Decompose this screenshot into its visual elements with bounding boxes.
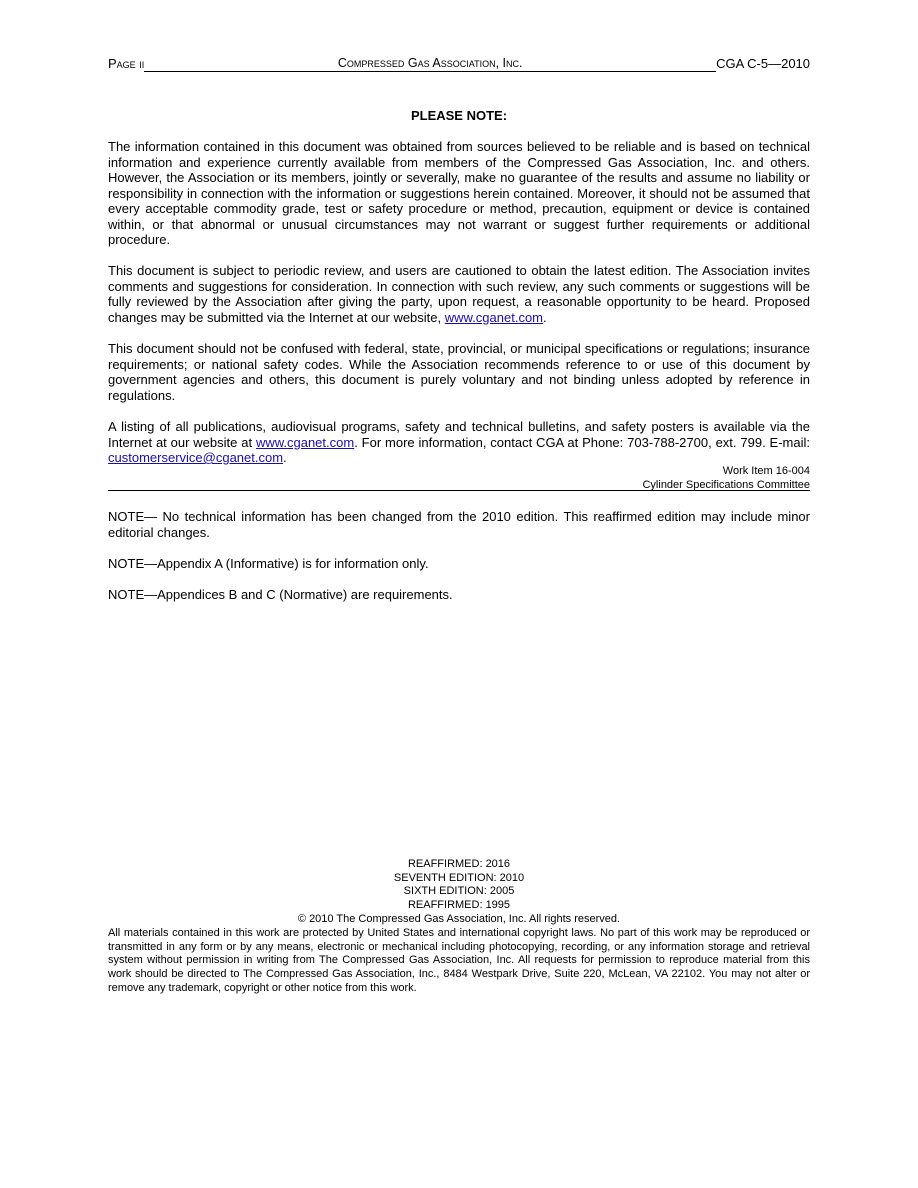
email-link[interactable]: customerservice@cganet.com xyxy=(108,450,284,465)
paragraph-text: . For more information, contact CGA at Phone: 703-788-2700, ext. 799. E-mail: xyxy=(354,434,810,450)
note-text: NOTE—Appendices B and C (Normative) are requirements. xyxy=(108,587,453,602)
copyright-legal-notice: All materials contained in this work are protected by United States and international copyright laws. No part of this work may be reproduced or transmitted in any form or by any means, electronic or mechanical including photocopying, recording, or any information storage and retrieval system without permission in writing from The Compressed Gas Association, Inc. All requests for permission to reproduce material from this work should be directed to The Compressed Gas Association, Inc., 8484 Westpark Drive, Suite 220, McLean, VA 22102. You may not alter or remove any trademark, copyright or other notice from this work. xyxy=(108,927,810,994)
note-reaffirmed xyxy=(108,509,810,540)
document-page xyxy=(108,0,810,1188)
header-rule-right xyxy=(522,58,716,72)
edition-history xyxy=(108,858,810,927)
committee-name: Cylinder Specifications Committee xyxy=(642,479,810,491)
note-appendix-a xyxy=(108,556,810,572)
paragraph-text: This document should not be confused with federal, state, provincial, or municipal specifications or regulations; insurance requirements; or national safety codes. While the Association recommends reference to or use of this document by government agencies and others, this document is purely voluntary and not binding unless adopted by reference in regulations. xyxy=(108,341,810,403)
edition-line: SIXTH EDITION: 2005 xyxy=(403,885,515,898)
header-organization: Compressed Gas Association, Inc. xyxy=(337,56,523,70)
note-appendices-b-c xyxy=(108,587,810,603)
website-link[interactable]: www.cganet.com xyxy=(444,309,544,325)
work-item-block xyxy=(108,464,810,492)
edition-line: REAFFIRMED: 1995 xyxy=(407,899,511,912)
paragraph-review xyxy=(108,263,810,325)
note-text: NOTE—Appendix A (Informative) is for information only. xyxy=(108,556,429,571)
paragraph-regulations xyxy=(108,341,810,403)
paragraph-text: A listing of all publications, audiovisual programs, safety and technical bulletins, and safety posters is available via the Internet at our website at xyxy=(108,419,810,450)
work-item-rule xyxy=(108,490,810,491)
note-text: NOTE— No technical information has been changed from the 2010 edition. This reaffirmed edition may include minor editorial changes. xyxy=(108,509,810,540)
running-header xyxy=(108,55,810,72)
paragraph-disclaimer xyxy=(108,139,810,248)
website-link[interactable]: www.cganet.com xyxy=(255,434,355,450)
page-title: PLEASE NOTE: xyxy=(410,108,508,123)
header-document-id: CGA C-5—2010 xyxy=(716,56,811,71)
paragraph-text: . xyxy=(543,309,547,325)
edition-line: SEVENTH EDITION: 2010 xyxy=(393,871,525,884)
paragraph-publications xyxy=(108,419,810,466)
work-item-number: Work Item 16-004 xyxy=(722,465,810,477)
copyright-line: © 2010 The Compressed Gas Association, Inc. All rights reserved. xyxy=(297,912,621,925)
header-page-number: Page ii xyxy=(108,56,145,71)
paragraph-text: This document is subject to periodic review, and users are cautioned to obtain the latest edition. The Association invites comments and suggestions for consideration. In connection with such review, any such comments or suggestions will be fully reviewed by the Association after giving the party, upon request, a reasonable opportunity to be heard. Proposed changes may be submitted via the Internet at our website, xyxy=(108,263,810,325)
paragraph-text: The information contained in this document was obtained from sources believed to be reliable and is based on technical information and experience currently available from members of the Compressed Gas Association, Inc. and others. However, the Association or its members, jointly or severally, make no guarantee of the results and assume no liability or responsibility in connection with the information or suggestions herein contained. Moreover, it should not be assumed that every acceptable commodity grade, test or safety procedure or method, precaution, equipment or device is contained within, or that abnormal or unusual circumstances may not warrant or suggest further requirements or additional procedure. xyxy=(108,139,810,247)
paragraph-text: . xyxy=(283,450,287,465)
header-rule-left xyxy=(144,58,338,72)
edition-line: REAFFIRMED: 2016 xyxy=(407,858,511,870)
